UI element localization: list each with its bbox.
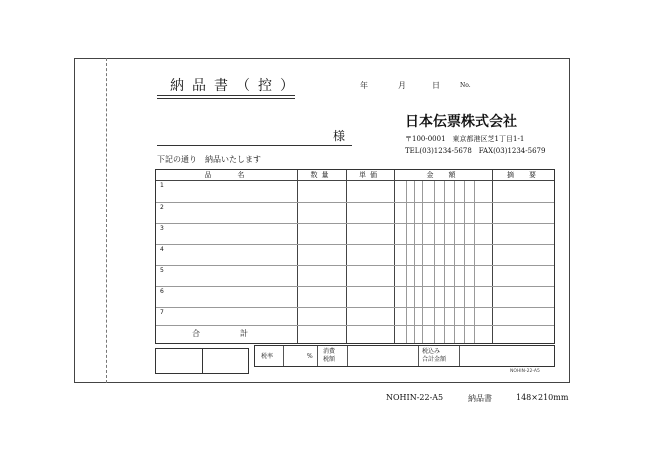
form-code-small: NOHIN-22-A5 — [510, 369, 540, 374]
tax-divider — [418, 346, 419, 366]
tax-divider — [459, 346, 460, 366]
date-year-label: 年 — [360, 81, 368, 90]
company-contact: TEL(03)1234-5678 FAX(03)1234-5679 — [405, 147, 546, 155]
footer-code: NOHIN-22-A5 — [386, 393, 444, 402]
digit-divider — [474, 180, 475, 343]
col-divider — [492, 170, 493, 343]
intro-text: 下記の通り 納品いたします — [157, 155, 261, 164]
row-number: 2 — [160, 204, 164, 211]
row-divider — [156, 286, 554, 287]
total-label: 合計 — [192, 329, 288, 338]
header-item-name: 品 名 — [204, 171, 249, 179]
digit-divider — [444, 180, 445, 343]
consumption-tax-label-1: 消費 — [323, 348, 336, 355]
row-divider — [156, 325, 554, 326]
consumption-tax-label-2: 税額 — [323, 356, 336, 363]
tax-divider — [283, 346, 284, 366]
digit-divider — [434, 180, 435, 343]
digit-divider — [464, 180, 465, 343]
row-number: 4 — [160, 246, 164, 253]
digit-divider — [422, 180, 423, 343]
row-divider — [156, 307, 554, 308]
tax-divider — [317, 346, 318, 366]
header-quantity: 数量 — [310, 171, 333, 179]
tax-divider — [347, 346, 348, 366]
row-divider — [156, 202, 554, 203]
row-number: 3 — [160, 225, 164, 232]
percent-label: % — [307, 353, 313, 360]
items-table — [155, 169, 555, 344]
footer-size: 148×210mm — [516, 393, 569, 402]
customer-name-line — [157, 145, 352, 146]
company-name: 日本伝票株式会社 — [405, 114, 517, 130]
col-divider — [297, 170, 298, 343]
header-amount: 金 額 — [426, 171, 460, 179]
row-divider — [156, 265, 554, 266]
col-divider — [394, 170, 395, 343]
tax-included-label-2: 合計金額 — [422, 356, 447, 363]
stamp-divider — [202, 349, 203, 373]
honorific-label: 様 — [333, 129, 346, 143]
row-number: 6 — [160, 288, 164, 295]
date-month-label: 月 — [398, 81, 406, 90]
header-divider — [156, 180, 554, 181]
row-divider — [156, 223, 554, 224]
date-day-label: 日 — [432, 81, 440, 90]
number-label: No. — [460, 82, 471, 89]
title-underline — [157, 95, 295, 96]
tax-included-label-1: 税込み — [422, 348, 441, 355]
footer-name: 納品書 — [468, 394, 492, 403]
tax-rate-label: 税率 — [261, 353, 274, 360]
col-divider — [346, 170, 347, 343]
header-unit-price: 単価 — [359, 171, 381, 179]
row-number: 1 — [160, 182, 164, 189]
row-number: 7 — [160, 309, 164, 316]
header-remarks: 摘 要 — [507, 171, 540, 179]
digit-divider — [406, 180, 407, 343]
company-address: 〒100-0001 東京都港区芝1丁目1-1 — [405, 135, 525, 143]
digit-divider — [454, 180, 455, 343]
row-number: 5 — [160, 267, 164, 274]
stamp-box — [155, 348, 249, 374]
row-divider — [156, 244, 554, 245]
document-title: 納品書（控） — [170, 78, 302, 94]
digit-divider — [414, 180, 415, 343]
tax-summary-box — [254, 345, 555, 367]
title-underline-double — [157, 98, 295, 99]
perforation-line — [106, 58, 107, 383]
